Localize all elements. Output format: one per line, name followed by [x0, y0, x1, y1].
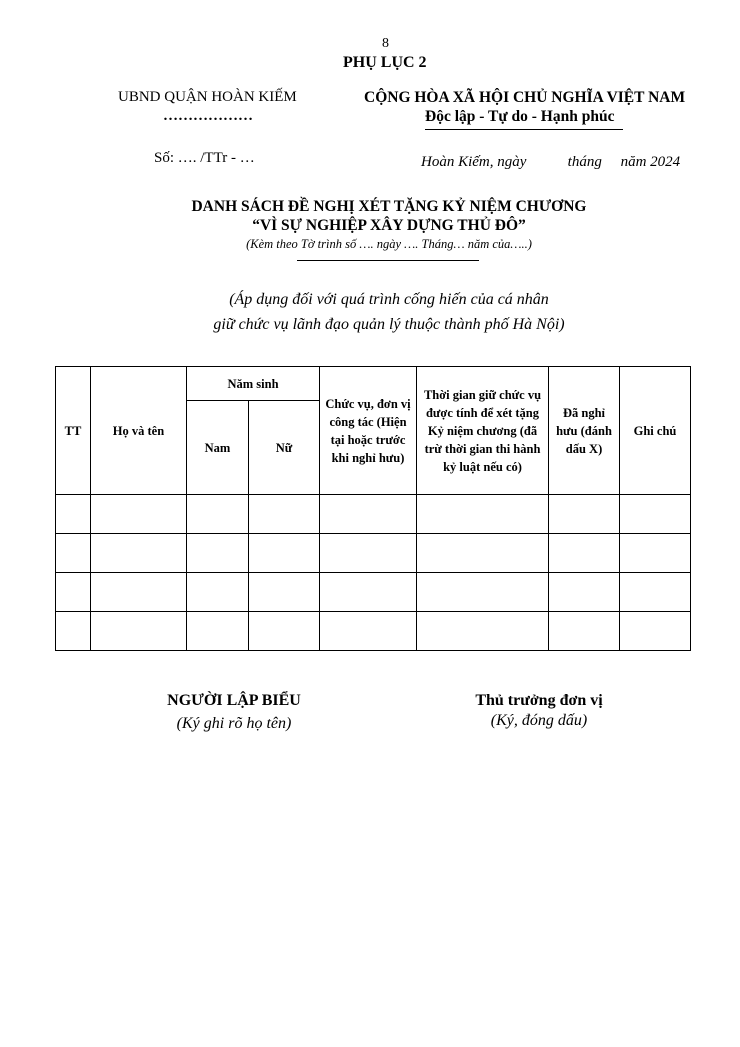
- header-birth-year: Năm sinh: [187, 367, 320, 401]
- header-female: Nữ: [249, 401, 320, 495]
- table-row: [56, 534, 691, 573]
- country-name: CỘNG HÒA XÃ HỘI CHỦ NGHĨA VIỆT NAM: [364, 89, 686, 106]
- header-retired: Đã nghỉ hưu (đánh dấu X): [549, 367, 620, 495]
- scope-line-2: giữ chức vụ lãnh đạo quản lý thuộc thành phố Hà Nội): [213, 316, 565, 333]
- appendix-title: PHỤ LỤC 2: [343, 54, 427, 71]
- head-of-unit-title: Thủ trưởng đơn vị: [475, 692, 603, 709]
- preparer-note: (Ký ghi rõ họ tên): [176, 715, 292, 732]
- header-male: Nam: [187, 401, 249, 495]
- header-position: Chức vụ, đơn vị công tác (Hiện tại hoặc trước khi nghỉ hưu): [320, 367, 417, 495]
- header-tt: TT: [56, 367, 91, 495]
- table-header-row: [56, 367, 691, 401]
- agency-name: UBND QUẬN HOÀN KIẾM: [118, 89, 297, 105]
- head-of-unit-note: (Ký, đóng dấu): [490, 712, 588, 729]
- scope-line-1: (Áp dụng đối với quá trình cống hiến của cá nhân: [229, 291, 549, 308]
- preparer-title: NGƯỜI LẬP BIỂU: [167, 692, 301, 709]
- header-duration: Thời gian giữ chức vụ được tính để xét tặng Kỷ niệm chương (đã trừ thời gian thi hành kỷ luật nếu có): [417, 367, 549, 495]
- document-number: Số: …. /TTr - …: [154, 150, 255, 166]
- table-row: [56, 612, 691, 651]
- header-notes: Ghi chú: [620, 367, 691, 495]
- national-motto: Độc lập - Tự do - Hạnh phúc: [425, 108, 615, 125]
- main-title-subject: “VÌ SỰ NGHIỆP XÂY DỰNG THỦ ĐÔ”: [252, 217, 526, 234]
- page-number: 8: [382, 36, 389, 51]
- nomination-table: [55, 366, 691, 651]
- main-title: DANH SÁCH ĐỀ NGHỊ XÉT TẶNG KỶ NIỆM CHƯƠNG: [191, 198, 587, 215]
- attachment-note: (Kèm theo Tờ trình số …. ngày …. Tháng… năm của…..): [246, 237, 532, 251]
- table-row: [56, 495, 691, 534]
- table-row: [56, 573, 691, 612]
- title-underline: [297, 260, 479, 261]
- place-and-date: Hoàn Kiếm, ngày tháng năm 2024: [421, 154, 681, 170]
- header-name: Họ và tên: [91, 367, 187, 495]
- agency-dots: ………………: [163, 108, 253, 124]
- motto-underline: [425, 129, 623, 130]
